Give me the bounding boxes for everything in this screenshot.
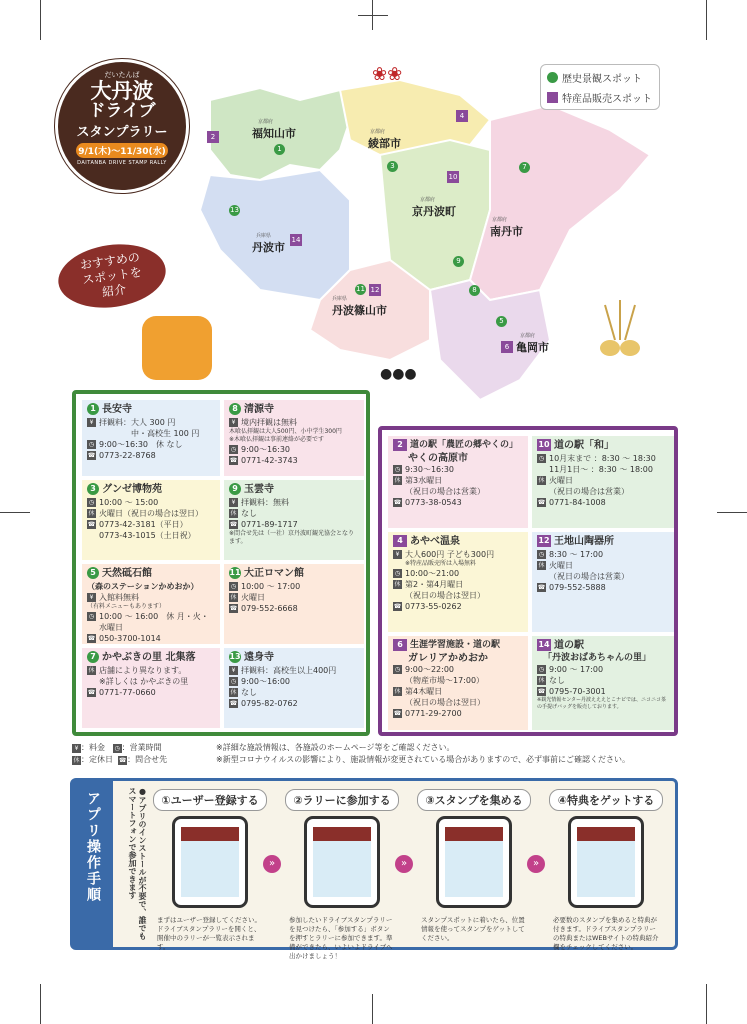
spot-number: 14 [538,640,550,649]
history-spots-panel [72,390,370,736]
spot-info: 境内拝観は無料 [241,418,297,427]
spot-name: 道の駅 [554,639,584,651]
spot-marker-3: 3 [387,161,398,172]
spot-name: 清源寺 [244,403,274,415]
spot-info: 0773-22-8768 [99,451,156,460]
car-illustration [142,316,212,380]
spot-info: 10:00 ～ 16:00 休 月・火・水曜日 [99,612,209,632]
app-side-banner [73,781,113,947]
icon-key [72,742,212,766]
phone-icon: ☎ [229,605,238,612]
title-badge [58,62,186,190]
spot-number: 12 [538,536,550,545]
spot-card [82,564,220,644]
crop-mark [717,512,747,513]
spot-name: 玉雲寺 [244,483,274,495]
phone-icon: ☎ [393,710,402,717]
promo-text: おすすめの スポットを 紹介 [79,250,143,300]
spot-info: 0773-43-1015（土日祝） [99,531,196,540]
spot-info: 火曜日 [549,561,573,570]
notice-text: ※詳細な施設情報は、各施設のホームページ等をご確認ください。 [216,743,455,752]
spot-number: 3 [87,483,99,495]
spot-info: 火曜日 [241,593,265,602]
spot-info: （祝日の場合は営業） [549,572,629,581]
spot-name: 王地山陶器所 [554,535,614,547]
step-text: スタンプスポットに着いたら、位置情報を使ってスタンプをゲットしてください。 [421,916,525,942]
smartphone-icon [568,816,644,908]
map-city-tamba: 丹波市 [252,241,285,254]
spot-info: 0771-84-1008 [549,498,606,507]
map-pref-label: 京都府 [370,129,386,135]
event-dates: 9/1(木)～11/30(水) [76,143,168,158]
spot-info: 9:00 ～ 17:00 [549,665,604,674]
clock-icon: ◷ [230,678,237,685]
next-arrow-icon: » [263,855,281,873]
spot-info: （祝日の場合は翌日） [405,591,485,600]
clock-icon: ◷ [538,455,545,462]
spot-info: 第3水曜日 [405,476,443,485]
icon-key-fee: ：料金 [81,743,105,752]
spot-info: 9:00～16:00 [241,677,291,686]
closed-icon: 休 [73,757,80,764]
phone-icon: ☎ [393,603,402,610]
closed-icon: 休 [230,594,237,601]
clock-icon: ◷ [230,583,237,590]
spot-name: 天然砥石館 [102,567,152,579]
notices [216,742,686,766]
app-step-2 [285,789,399,961]
spot-name: 道の駅「和」 [554,439,614,451]
map-pref-label: 京都府 [520,333,536,339]
phone-icon: ☎ [393,499,402,506]
spot-info: ※特産品販売所は入場無料 [405,560,477,567]
clock-icon: ◷ [538,666,545,673]
step-title: ①ユーザー登録する [153,789,267,811]
spot-card [82,480,220,560]
spot-info: 079-552-5888 [549,583,606,592]
crop-mark [706,984,707,1024]
spot-number: 6 [393,639,407,651]
crop-mark [358,15,388,16]
spot-info: ※詳しくは かやぶきの里 [99,677,189,686]
spot-card [532,436,674,528]
spot-info: 10:00 ～ 15:00 [99,498,159,507]
spot-info: 第2・第4月曜日 [405,580,464,589]
clock-icon: ◷ [394,666,401,673]
phone-icon: ☎ [537,688,546,695]
app-description: ●アプリのインストールが不要で、誰でもスマートフォンで参加できます [128,787,147,940]
spot-card [388,636,528,730]
promo-bubble [54,238,170,314]
spot-info: ※木喰仏拝観は事前連絡が必要です [229,436,325,443]
spot-info: 0773-38-0543 [405,498,462,507]
legend-product-label: 特産品販売スポット [562,94,652,105]
next-arrow-icon: » [395,855,413,873]
fee-icon: ¥ [87,418,96,427]
closed-icon: 休 [88,510,95,517]
map-pref-label: 京都府 [492,217,508,223]
rice-illustration [590,300,654,360]
spot-number: 1 [87,403,99,415]
phone-icon: ☎ [87,452,96,459]
closed-icon: 休 [394,477,401,484]
spot-info: なし [549,676,565,685]
spot-info: 第4木曜日 [405,687,443,696]
app-steps-panel [70,778,678,960]
map-pref-label: 兵庫県 [256,233,272,239]
smartphone-icon [172,816,248,908]
black-beans-illustration: ●●● [380,366,417,382]
crop-mark [372,994,373,1024]
spot-name: 大正ロマン館 [244,567,304,579]
spot-info: （祝日の場合は営業） [405,487,485,496]
spot-info: 中・高校生 100 円 [131,429,200,438]
spot-marker-14: 14 [291,236,301,244]
spot-marker-8: 8 [469,285,480,296]
badge-reading: だいたんば [104,71,140,79]
title-line-3: スタンプラリー [76,125,168,140]
legend-history-label: 歴史景観スポット [562,74,642,85]
spot-marker-9: 9 [453,256,464,267]
clock-icon: ◷ [394,466,401,473]
spot-name: 道の駅「農匠の郷やくの」 [410,439,519,450]
spot-subname: やくの高原市 [408,453,468,464]
step-text: まずはユーザー登録してください。ドライブスタンプラリーを開くと、開催中のラリーが一覧表示されます。 [157,916,261,951]
spot-number: 9 [229,483,241,495]
map-city-nantan: 南丹市 [490,225,523,238]
map-area-tamba [200,170,350,300]
spot-subname: 「丹波おばあちゃんの里」 [543,653,652,663]
spot-info: 0773-42-3181（平日） [99,520,188,529]
phone-icon: ☎ [537,584,546,591]
spot-info: 0771-42-3743 [241,456,298,465]
fee-icon: ¥ [229,498,238,507]
map-legend [540,64,660,110]
closed-icon: 休 [230,689,237,696]
spot-card [388,436,528,528]
title-english: DAITANBA DRIVE STAMP RALLY [77,160,167,166]
spot-name: 遠身寺 [244,651,274,663]
spot-info: 火曜日 [549,476,573,485]
app-step-4 [549,789,663,952]
closed-icon: 休 [538,677,545,684]
closed-icon: 休 [88,667,95,674]
spot-info: 大人600円 子ども300円 [405,550,495,559]
spot-info: 9:00～16:30 [241,445,291,454]
crop-mark [40,984,41,1024]
step-title: ②ラリーに参加する [285,789,399,811]
spot-info: 10:00 ～ 17:00 [241,582,301,591]
spot-marker-7: 7 [519,162,530,173]
map-city-kameoka: 亀岡市 [516,341,549,354]
map-city-kyotamba: 京丹波町 [412,205,456,218]
step-title: ④特典をゲットする [549,789,663,811]
step-text: 参加したいドライブスタンプラリーを見つけたら、「参加する」ボタンを押すとラリーに参加できます。準備ができたら、いよいよドライブへ出かけましょう！ [289,916,393,960]
spot-info: 拝観料：無料 [241,498,289,507]
spot-marker-6: 6 [501,341,513,353]
spot-info: 0795-70-3001 [549,687,606,696]
phone-icon: ☎ [229,521,238,528]
spot-info: 050-3700-1014 [99,634,161,643]
spot-info: 9:00～22:00 [405,665,455,674]
spot-name: 長安寺 [102,403,132,415]
map-pref-label: 兵庫県 [332,296,348,302]
spot-card [224,400,364,476]
app-step-3 [417,789,531,943]
product-spot-icon [547,92,558,103]
smartphone-icon [436,816,512,908]
next-arrow-icon: » [527,855,545,873]
spot-marker-10: 10 [448,173,458,181]
notice-text: ※新型コロナウイルスの影響により、施設情報が変更されている場合がありますので、必ず事前にご確認ください。 [216,755,631,764]
product-spots-panel [378,426,678,736]
spot-marker-11: 11 [356,285,365,293]
spot-info: 拝観料：大人 300 円 [99,418,176,427]
spot-number: 8 [229,403,241,415]
spot-info: 火曜日（祝日の場合は翌日） [99,509,203,518]
icon-key-hours: ：営業時間 [121,743,162,752]
spot-subname: ガレリアかめおか [408,653,488,664]
phone-icon: ☎ [537,499,546,506]
closed-icon: 休 [394,581,401,588]
spot-marker-5: 5 [496,316,507,327]
spot-name: あやべ温泉 [410,535,460,547]
spot-info: 9:30～16:30 [405,465,455,474]
spot-info: 8:30 ～ 17:00 [549,550,604,559]
spot-info: （祝日の場合は翌日） [405,698,485,707]
spot-info: 9:00～16:30 休 なし [99,440,183,449]
spot-card [224,648,364,728]
app-section-title: アプリ操作手順 [85,791,101,903]
crop-mark [706,0,707,40]
map-pref-label: 京都府 [258,119,274,125]
spot-info: （有料メニューもあります） [87,603,166,610]
spot-info: （祝日の場合は営業） [549,487,629,496]
spot-marker-1: 1 [274,144,285,155]
crop-mark [40,0,41,40]
map-city-sasayama: 丹波篠山市 [332,304,387,317]
fee-icon: ¥ [393,550,402,559]
phone-icon: ☎ [87,521,96,528]
spot-card [532,636,674,730]
spot-info: 079-552-6668 [241,604,298,613]
spot-number: 2 [393,439,407,451]
clock-icon: ◷ [114,745,120,752]
spot-info: 0771-77-0660 [99,688,156,697]
spot-info: 10:00～21:00 [405,569,460,578]
phone-icon: ☎ [118,757,127,764]
phone-icon: ☎ [229,457,238,464]
spot-number: 11 [229,568,241,577]
clock-icon: ◷ [88,613,95,620]
spot-info: 0773-55-0262 [405,602,462,611]
spot-info: 0771-29-2700 [405,709,462,718]
history-spot-icon [547,72,558,83]
closed-icon: 休 [230,510,237,517]
phone-icon: ☎ [229,700,238,707]
smartphone-icon [304,816,380,908]
icon-key-contact: ：問合せ先 [127,755,168,764]
spot-number: 10 [538,440,550,449]
title-line-1: 大丹波 [90,79,154,103]
phone-icon: ☎ [87,635,96,642]
closed-icon: 休 [538,562,545,569]
spot-card [532,532,674,632]
spot-info: 10月末まで ：8:30 ～ 18:30 [549,454,656,463]
fee-icon: ¥ [229,666,238,675]
roses-illustration: ❀❀ [372,64,403,85]
fee-icon: ¥ [87,593,96,602]
spot-marker-2: 2 [207,131,219,143]
spot-card [82,648,220,728]
spot-info: ※観光情報センター丹波えええとこナビでは、ニコニコ茶の手提げバッグを販売しております。 [537,697,666,710]
spot-subname: （森のステーションかめおか） [87,582,199,591]
spot-info: 拝観料：高校生以上400円 [241,666,337,675]
spot-info: ※問合せ先は（一社）京丹波町観光協会となります。 [229,530,355,545]
spot-info: 木喰仏拝観は大人500円、小中学生300円 [229,428,342,435]
spot-card [388,532,528,632]
spot-card [224,564,364,644]
spot-info: なし [241,509,257,518]
clock-icon: ◷ [88,441,95,448]
phone-icon: ☎ [87,689,96,696]
map-pref-label: 京都府 [420,197,436,203]
map-city-fukuchiyama: 福知山市 [252,127,296,140]
spot-info: 入館料無料 [99,593,139,602]
closed-icon: 休 [394,688,401,695]
map-area-nantan [470,105,650,300]
title-line-2: ドライブ [88,101,156,121]
closed-icon: 休 [538,477,545,484]
spot-number: 7 [87,651,99,663]
fee-icon: ¥ [229,418,238,427]
spot-card [224,480,364,560]
spot-info: 11月1日～ ：8:30 ～ 18:00 [549,465,653,474]
clock-icon: ◷ [394,570,401,577]
clock-icon: ◷ [230,446,237,453]
spot-number: 5 [87,567,99,579]
spot-number: 4 [393,535,407,547]
spot-name: グンゼ博物苑 [102,483,162,495]
spot-info: 0795-82-0762 [241,699,298,708]
step-text: 必要数のスタンプを集めると特典が付きます。ドライブスタンプラリーの特典またはWEBサイトの特典紹介欄をチェックしてください。 [553,916,659,951]
spot-marker-12: 12 [370,286,380,294]
spot-name: かやぶきの里 北集落 [102,651,196,663]
clock-icon: ◷ [88,499,95,506]
spot-info: なし [241,688,257,697]
clock-icon: ◷ [538,551,545,558]
spot-marker-13: 13 [230,206,239,214]
spot-card [82,400,220,476]
app-step-1 [153,789,267,952]
spot-number: 13 [229,652,241,661]
spot-info: 店舗により異なります。 [99,666,187,675]
map-city-ayabe: 綾部市 [368,137,401,150]
spot-info: （物産市場～17:00） [405,676,485,685]
fee-icon: ¥ [72,744,81,753]
step-title: ③スタンプを集める [417,789,531,811]
spot-info: 0771-89-1717 [241,520,298,529]
spot-name: 生涯学習施設・道の駅 [410,639,501,650]
spot-marker-4: 4 [456,110,468,122]
icon-key-closed: ：定休日 [81,755,113,764]
crop-mark [0,512,30,513]
